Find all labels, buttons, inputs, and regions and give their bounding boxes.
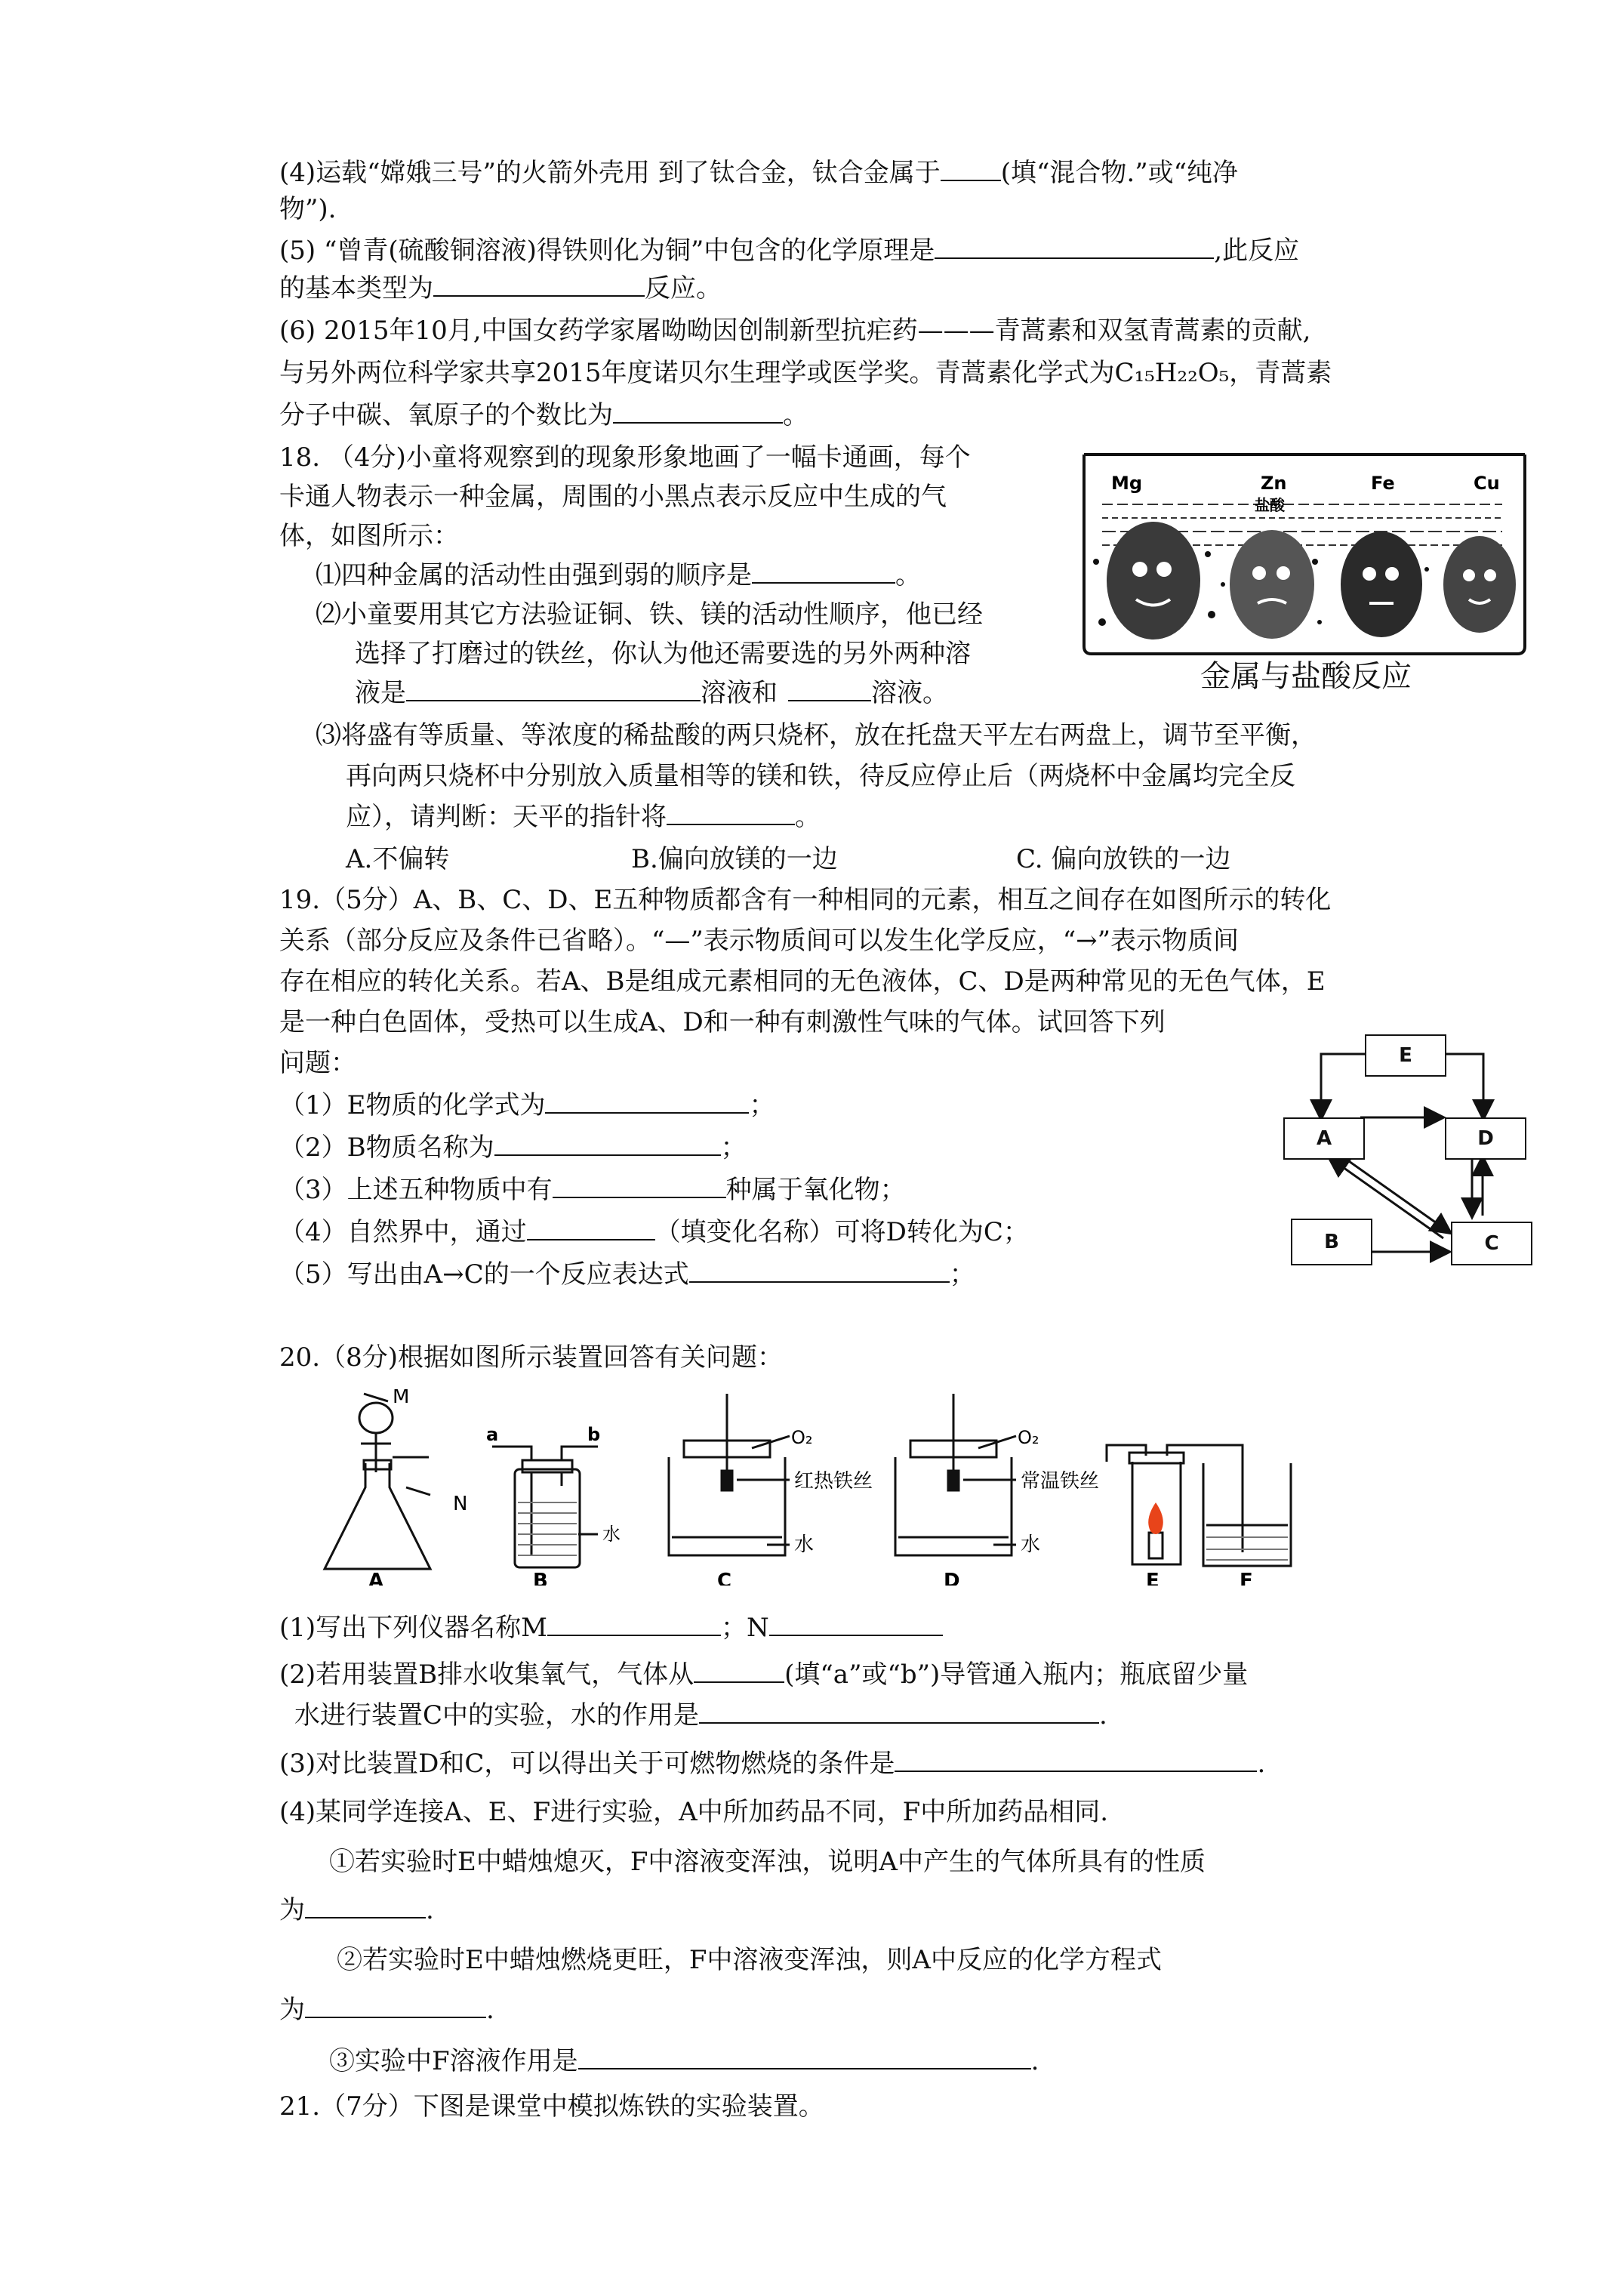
q20-s1-text: (1)写出下列仪器名称M xyxy=(279,1613,547,1643)
q20-s3 xyxy=(279,1747,1265,1780)
q20-s1-mid: ；N xyxy=(720,1613,769,1643)
q18-line3: 体，如图所示： xyxy=(279,521,459,551)
q17-p6-line3-end: 。 xyxy=(783,400,808,430)
metal-label: Cu xyxy=(1474,473,1500,494)
node-b: B xyxy=(1291,1219,1372,1265)
q19-s5-end: ； xyxy=(949,1259,975,1290)
acid-label: 盐酸 xyxy=(1255,496,1285,514)
q20-s2-line2-end: . xyxy=(1099,1700,1107,1730)
q19-s3 xyxy=(279,1173,906,1207)
label-apparatus-b: B xyxy=(533,1570,548,1586)
label-b-tube: b xyxy=(587,1424,601,1445)
answer-blank[interactable] xyxy=(689,1259,950,1283)
label-n: N xyxy=(453,1493,468,1515)
q17-p4-text-end: (填“混合物.”或“纯净 xyxy=(1000,158,1238,188)
q19-line4: 是一种白色固体，受热可以生成A、D和一种有刺激性气味的气体。试回答下列 xyxy=(279,1007,1166,1037)
answer-blank-n[interactable] xyxy=(769,1612,943,1636)
apparatus-d xyxy=(895,1394,1016,1555)
q20-s4-2-line1: ②若实验时E中蜡烛燃烧更旺，F中溶液变浑浊，则A中反应的化学方程式 xyxy=(337,1945,1162,1975)
answer-blank[interactable] xyxy=(752,559,895,584)
q18-option-b[interactable]: B.偏向放镁的一边 xyxy=(631,844,838,874)
answer-blank[interactable] xyxy=(553,1174,726,1198)
label-water-d: 水 xyxy=(1021,1533,1041,1556)
node-a: A xyxy=(1283,1117,1365,1160)
chemical-formula: C₁₅H₂₂O₅ xyxy=(1114,358,1230,388)
apparatus-drawing xyxy=(317,1389,1298,1586)
label-m: M xyxy=(393,1389,410,1408)
q18-s1-end: 。 xyxy=(895,560,921,590)
q20-s4-3-text: ③实验中F溶液作用是 xyxy=(329,2046,578,2076)
q19-s3-end: 种属于氧化物； xyxy=(725,1175,906,1205)
q20-s3-text: (3)对比装置D和C，可以得出关于可燃物燃烧的条件是 xyxy=(279,1749,895,1779)
q20-s2-line2-text: 水进行装置C中的实验，水的作用是 xyxy=(294,1700,700,1730)
label-apparatus-d: D xyxy=(944,1570,960,1586)
q18-option-c[interactable]: C. 偏向放铁的一边 xyxy=(1016,844,1231,874)
q20-s4-3 xyxy=(329,2045,1039,2078)
label-red-hot-iron: 红热铁丝 xyxy=(794,1470,873,1493)
q18-s2-text-c: 溶液。 xyxy=(871,678,948,708)
label-a-tube: a xyxy=(486,1424,499,1445)
label-apparatus-c: C xyxy=(717,1570,732,1586)
iron-character xyxy=(1341,532,1422,637)
q18-s3-line2: 再向两只烧杯中分别放入质量相等的镁和铁，待反应停止后（两烧杯中金属均完全反 xyxy=(346,761,1295,791)
q17-p6-line2 xyxy=(279,356,1332,390)
q17-p5-line1 xyxy=(279,234,1299,267)
q17-p4-line1 xyxy=(279,156,1238,190)
q20-s4-1b-end: . xyxy=(426,1895,434,1925)
q18-s1 xyxy=(316,559,921,592)
figure-caption: 金属与盐酸反应 xyxy=(1200,659,1412,694)
solution-hatching xyxy=(1206,1537,1288,1560)
q20-s2-line2 xyxy=(294,1699,1107,1732)
q20-s2-text: (2)若用装置B排水收集氧气，气体从 xyxy=(279,1660,694,1690)
q19-s1-text: （1）E物质的化学式为 xyxy=(279,1090,546,1120)
candle-flame-icon xyxy=(1148,1502,1163,1534)
q18-s3-line3 xyxy=(346,800,821,834)
q17-p4-line2: 物”). xyxy=(279,194,337,224)
node-e: E xyxy=(1365,1034,1446,1077)
apparatus-a xyxy=(325,1394,430,1569)
transformation-diagram xyxy=(1283,1034,1570,1268)
q20-s2-line1 xyxy=(279,1658,1248,1691)
q18-line1: 18. （4分)小童将观察到的现象形象地画了一幅卡通画，每个 xyxy=(279,442,971,473)
q18-s2-text-a: 液是 xyxy=(355,678,406,708)
q18-s3-line3-text: 应），请判断：天平的指针将 xyxy=(346,802,667,832)
q19-line5: 问题： xyxy=(279,1048,356,1078)
q18-line2: 卡通人物表示一种金属，周围的小黑点表示反应中生成的气 xyxy=(279,482,947,512)
q20-s4-1-line1: ①若实验时E中蜡烛熄灭，F中溶液变浑浊，说明A中产生的气体所具有的性质 xyxy=(329,1847,1206,1877)
answer-blank[interactable] xyxy=(667,801,795,825)
metal-label: Zn xyxy=(1261,473,1287,494)
q19-s5-text: （5）写出由A→C的一个反应表达式 xyxy=(279,1259,689,1290)
answer-blank[interactable] xyxy=(305,1994,486,2018)
q19-s3-text: （3）上述五种物质中有 xyxy=(279,1175,553,1205)
label-o2-d: O₂ xyxy=(1018,1427,1039,1448)
label-water-c: 水 xyxy=(794,1533,815,1556)
answer-blank[interactable] xyxy=(578,2045,1031,2069)
q20-s4-2b-text: 为 xyxy=(279,1995,305,2025)
answer-blank[interactable] xyxy=(935,235,1214,259)
q17-p6-line2-end: ，青蒿素 xyxy=(1229,358,1332,388)
answer-blank[interactable] xyxy=(613,399,783,424)
q20-s4-2-line2 xyxy=(279,1993,494,2026)
q20-s4-2b-end: . xyxy=(486,1995,494,2025)
q17-p6-line3 xyxy=(279,399,808,432)
q17-p5-text: (5) “曾青(硫酸铜溶液)得铁则化为铜”中包含的化学原理是 xyxy=(279,236,935,266)
q17-p5-line2 xyxy=(279,272,722,305)
q18-s3-line1: ⑶将盛有等质量、等浓度的稀盐酸的两只烧杯，放在托盘天平左右两盘上，调节至平衡， xyxy=(316,720,1317,750)
answer-blank[interactable] xyxy=(305,1894,426,1918)
q17-p6-line2-text: 与另外两位科学家共享2015年度诺贝尔生理学或医学奖。青蒿素化学式为 xyxy=(279,358,1115,388)
q19-s4-text: （4）自然界中，通过 xyxy=(279,1217,527,1247)
q17-p6-line3-text: 分子中碳、氧原子的个数比为 xyxy=(279,400,613,430)
answer-blank[interactable] xyxy=(694,1659,784,1683)
q18-s2-line3 xyxy=(355,676,948,710)
q19-line1: 19.（5分）A、B、C、D、E五种物质都含有一种相同的元素，相互之间存在如图所示的转化 xyxy=(279,885,1332,915)
q18-s2-text-b: 溶液和 xyxy=(701,678,778,708)
q17-p6-line1: (6) 2015年10月,中国女药学家屠呦呦因创制新型抗疟药———青蒿素和双氢青蒿素的贡献, xyxy=(279,316,1311,346)
q19-s2-text: （2）B物质名称为 xyxy=(279,1133,494,1163)
apparatus-e xyxy=(1107,1445,1243,1564)
answer-blank[interactable] xyxy=(545,1089,749,1114)
answer-blank-m[interactable] xyxy=(547,1612,721,1636)
answer-blank[interactable] xyxy=(699,1700,1099,1724)
q20-s4-1-line2 xyxy=(279,1894,434,1927)
q17-p5-line2-end: 反应。 xyxy=(645,273,722,304)
q18-s1-text: ⑴四种金属的活动性由强到弱的顺序是 xyxy=(316,560,752,590)
label-water-b: 水 xyxy=(602,1524,621,1545)
metal-acid-cartoon xyxy=(1079,448,1532,705)
apparatus-c xyxy=(669,1394,790,1555)
q19-line3: 存在相应的转化关系。若A、B是组成元素相同的无色液体，C、D是两种常见的无色气体，E xyxy=(279,966,1326,997)
q19-s2-end: ； xyxy=(720,1133,747,1163)
q17-p5-line2-text: 的基本类型为 xyxy=(279,273,433,304)
label-apparatus-f: F xyxy=(1240,1570,1253,1586)
q19-s4 xyxy=(279,1216,1029,1249)
magnesium-character xyxy=(1107,522,1200,639)
answer-blank[interactable] xyxy=(494,1132,721,1156)
q18-s2-line1: ⑵小童要用其它方法验证铜、铁、镁的活动性顺序，他已经 xyxy=(316,599,983,630)
q17-p5-text-end: ,此反应 xyxy=(1214,236,1300,266)
answer-blank[interactable] xyxy=(406,677,701,701)
q18-option-a[interactable]: A.不偏转 xyxy=(346,844,450,874)
q21-line1: 21.（7分）下图是课堂中模拟炼铁的实验装置。 xyxy=(279,2091,824,2122)
q19-s1-end: ； xyxy=(749,1090,775,1120)
q20-s4-1b-text: 为 xyxy=(279,1895,305,1925)
metal-label: Fe xyxy=(1371,473,1395,494)
q19-s2 xyxy=(279,1131,747,1164)
q19-s4-end: （填变化名称）可将D转化为C； xyxy=(654,1217,1029,1247)
q20-s3-end: . xyxy=(1257,1749,1266,1779)
q19-line2: 关系（部分反应及条件已省略）。“—”表示物质间可以发生化学反应，“→”表示物质间 xyxy=(279,926,1240,956)
q20-s4-3-end: . xyxy=(1030,2046,1039,2076)
answer-blank[interactable] xyxy=(433,273,645,297)
label-apparatus-a: A xyxy=(368,1570,384,1586)
q20-s4: (4)某同学连接A、E、F进行实验，A中所加药品不同，F中所加药品相同. xyxy=(279,1797,1109,1827)
label-apparatus-e: E xyxy=(1146,1570,1160,1586)
answer-blank[interactable] xyxy=(527,1216,655,1240)
water-hatching xyxy=(518,1502,577,1555)
zinc-character xyxy=(1230,530,1314,639)
metal-label: Mg xyxy=(1111,473,1143,494)
q17-p4-text: (4)运载“嫦娥三号”的火箭外壳用 到了钛合金，钛合金属于 xyxy=(279,158,941,188)
q20-line1: 20.（8分)根据如图所示装置回答有关问题： xyxy=(279,1342,783,1373)
q19-s5 xyxy=(279,1258,975,1291)
copper-character xyxy=(1443,536,1516,633)
q18-s3-line3-end: 。 xyxy=(795,802,821,832)
label-o2-c: O₂ xyxy=(791,1427,813,1448)
apparatus-b xyxy=(492,1447,598,1567)
label-room-temp-iron: 常温铁丝 xyxy=(1021,1470,1100,1493)
lab-apparatus-figure xyxy=(317,1389,1298,1586)
answer-blank[interactable] xyxy=(941,157,1001,181)
node-c: C xyxy=(1451,1222,1532,1265)
q18-s2-line2: 选择了打磨过的铁丝，你认为他还需要选的另外两种溶 xyxy=(355,639,971,669)
answer-blank[interactable] xyxy=(788,677,871,701)
q20-s1 xyxy=(279,1611,943,1644)
answer-blank[interactable] xyxy=(895,1748,1257,1772)
q20-s2-end: (填“a”或“b”)导管通入瓶内；瓶底留少量 xyxy=(784,1660,1249,1690)
q19-s1 xyxy=(279,1089,775,1122)
apparatus-f xyxy=(1203,1463,1291,1566)
node-d: D xyxy=(1445,1117,1526,1160)
